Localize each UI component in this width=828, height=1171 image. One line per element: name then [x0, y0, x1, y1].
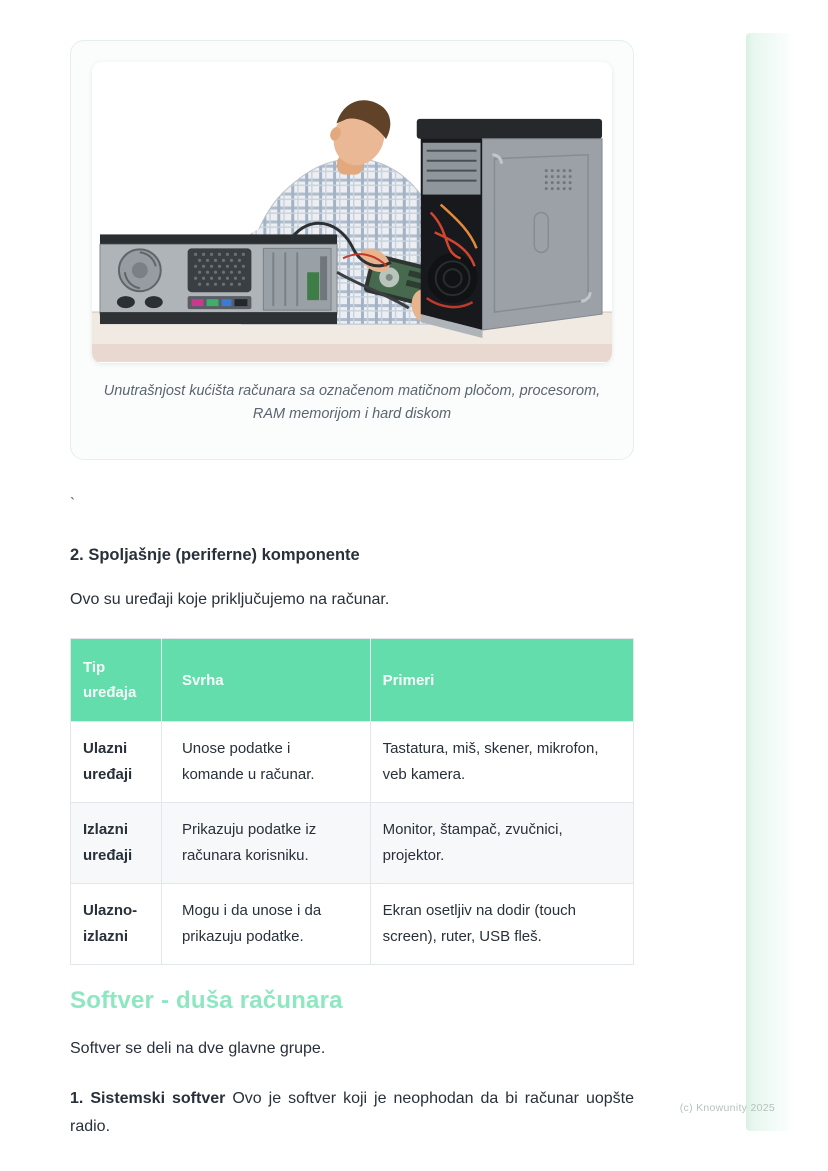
- table-row: [71, 722, 634, 803]
- peripherals-intro: Ovo su uređaji koje priključujemo na računar.: [70, 591, 390, 608]
- cell-purpose: Unose podatke i komande u računar.: [161, 722, 370, 803]
- cell-device-type: Ulazno-izlazni: [71, 884, 162, 965]
- table-row: [71, 884, 634, 965]
- column-header-tip-uredjaja: Tip uređaja: [71, 639, 162, 722]
- software-heading: Softver - duša računara: [70, 987, 343, 1014]
- cell-examples: Ekran osetljiv na dodir (touch screen), ruter, USB fleš.: [370, 884, 633, 965]
- figure-caption: Unutrašnjost kućišta računara sa označenom matičnom pločom, procesorom, RAM memorijom i hard diskom: [103, 383, 601, 422]
- document-content: [70, 40, 634, 1141]
- cell-purpose: Mogu i da unose i da prikazuju podatke.: [161, 884, 370, 965]
- cell-examples: Monitor, štampač, zvučnici, projektor.: [370, 803, 633, 884]
- page-accent-rail: [746, 33, 791, 1131]
- cell-device-type: Izlazni uređaji: [71, 803, 162, 884]
- cell-device-type: Ulazni uređaji: [71, 722, 162, 803]
- devices-table: [70, 638, 634, 965]
- software-item-1-description: Ovo je softver koji je neophodan da bi računar uopšte radio.: [70, 1090, 634, 1135]
- peripherals-heading: 2. Spoljašnje (periferne) komponente: [70, 546, 360, 564]
- software-item-1-term: 1. Sistemski softver: [70, 1090, 226, 1107]
- column-header-primeri: Primeri: [370, 639, 633, 722]
- cell-purpose: Prikazuju podatke iz računara korisniku.: [161, 803, 370, 884]
- figure-card: [70, 40, 634, 460]
- column-header-svrha: Svrha: [161, 639, 370, 722]
- table-row: [71, 803, 634, 884]
- computer-repair-photo: [92, 62, 612, 363]
- stray-backtick: `: [70, 495, 75, 512]
- computer-repair-illustration: [92, 62, 612, 363]
- table-header-row: [71, 639, 634, 722]
- software-intro: Softver se deli na dve glavne grupe.: [70, 1040, 326, 1057]
- cell-examples: Tastatura, miš, skener, mikrofon, veb kamera.: [370, 722, 633, 803]
- knowunity-watermark: (c) Knowunity 2025: [679, 1102, 775, 1114]
